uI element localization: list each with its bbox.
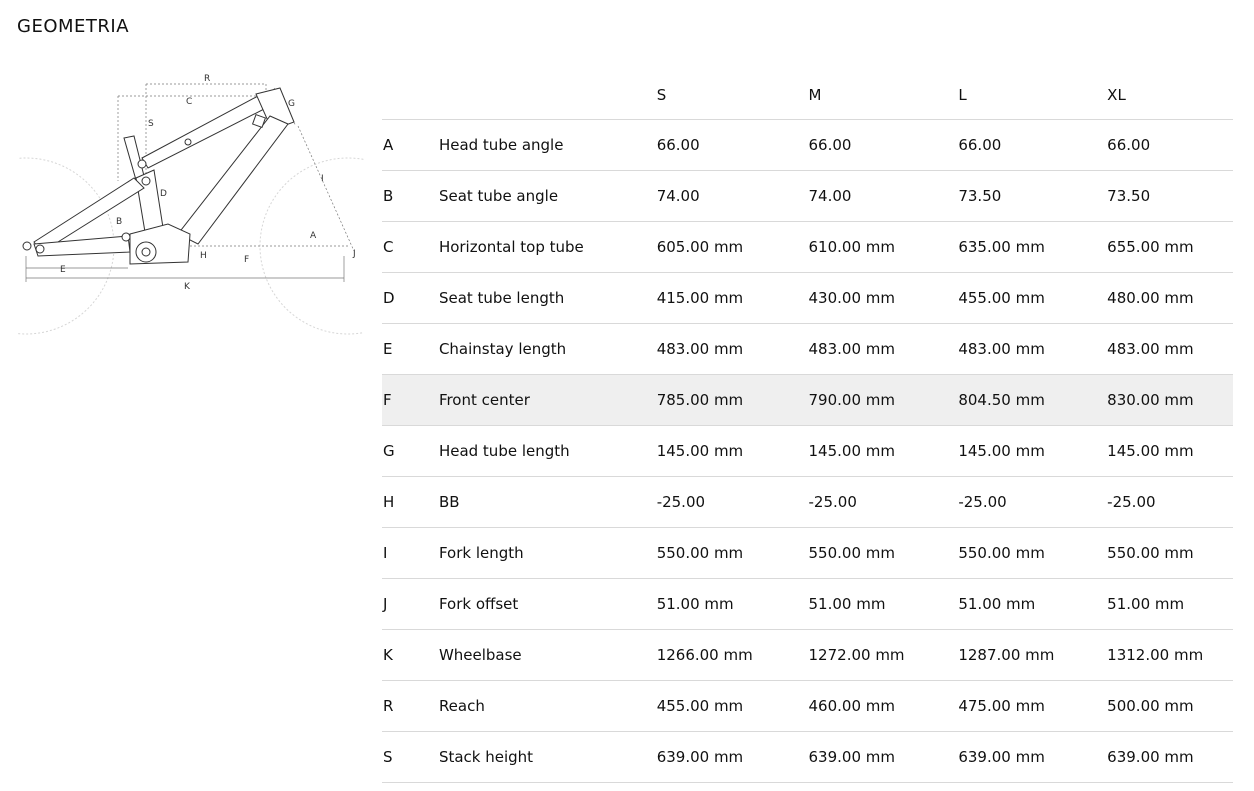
table-row	[382, 630, 1233, 681]
table-row	[382, 477, 1233, 528]
diagram-label-i: I	[321, 174, 324, 184]
row-name: Seat tube length	[438, 289, 565, 307]
column-header-l: L	[958, 85, 967, 104]
row-letter: R	[383, 697, 394, 715]
diagram-label-c: C	[186, 97, 193, 107]
value-cell-l: 73.50	[958, 187, 1002, 205]
value-cell-l: 51.00 mm	[958, 595, 1036, 613]
value-cell-l: 66.00	[958, 136, 1002, 154]
row-letter: D	[383, 289, 395, 307]
value-cell-xl: 66.00	[1107, 136, 1151, 154]
row-name: BB	[438, 493, 460, 511]
value-cell-xl: 500.00 mm	[1107, 697, 1194, 715]
diagram-label-j: J	[353, 249, 356, 259]
value-cell-xl: 73.50	[1107, 187, 1151, 205]
value-cell-m: 145.00 mm	[808, 442, 895, 460]
diagram-label-k: K	[184, 282, 190, 292]
table-row	[382, 375, 1233, 426]
value-cell-xl: 639.00 mm	[1107, 748, 1194, 766]
value-cell-l: 455.00 mm	[958, 289, 1045, 307]
value-cell-s: 455.00 mm	[656, 697, 744, 715]
value-cell-m: 483.00 mm	[808, 340, 895, 358]
table-header-row	[382, 70, 1233, 120]
row-letter: C	[383, 238, 394, 256]
table-row	[382, 171, 1233, 222]
row-letter: G	[383, 442, 395, 460]
value-cell-xl: 655.00 mm	[1107, 238, 1194, 256]
value-cell-l: 550.00 mm	[958, 544, 1045, 562]
value-cell-m: 639.00 mm	[808, 748, 895, 766]
column-header-xl: XL	[1107, 85, 1126, 104]
value-cell-xl: 550.00 mm	[1107, 544, 1194, 562]
row-name: Front center	[438, 391, 530, 409]
row-name: Head tube angle	[438, 136, 564, 154]
value-cell-s: 639.00 mm	[656, 748, 744, 766]
value-cell-m: 550.00 mm	[808, 544, 895, 562]
diagram-label-a: A	[310, 231, 317, 241]
value-cell-s: 550.00 mm	[656, 544, 744, 562]
diagram-label-s: S	[148, 119, 154, 129]
value-cell-xl: 483.00 mm	[1107, 340, 1194, 358]
value-cell-m: -25.00	[808, 493, 857, 511]
diagram-label-e: E	[60, 265, 66, 275]
table-row	[382, 273, 1233, 324]
value-cell-l: 639.00 mm	[958, 748, 1045, 766]
geometry-table	[382, 70, 1233, 783]
value-cell-xl: 830.00 mm	[1107, 391, 1194, 409]
diagram-label-d: D	[160, 189, 167, 199]
table-row	[382, 120, 1233, 171]
column-header-m: M	[808, 85, 822, 104]
value-cell-s: 605.00 mm	[656, 238, 744, 256]
row-letter: I	[383, 544, 388, 562]
value-cell-s: 1266.00 mm	[656, 646, 753, 664]
table-row	[382, 528, 1233, 579]
value-cell-l: 483.00 mm	[958, 340, 1045, 358]
value-cell-m: 1272.00 mm	[808, 646, 905, 664]
diagram-label-h: H	[200, 251, 207, 261]
value-cell-l: 1287.00 mm	[958, 646, 1055, 664]
row-name: Fork length	[438, 544, 524, 562]
row-name: Head tube length	[438, 442, 570, 460]
row-letter: A	[383, 136, 394, 154]
diagram-label-f: F	[244, 255, 250, 265]
value-cell-xl: 145.00 mm	[1107, 442, 1194, 460]
diagram-label-b: B	[116, 217, 123, 227]
value-cell-m: 66.00	[808, 136, 852, 154]
row-name: Fork offset	[438, 595, 519, 613]
row-name: Horizontal top tube	[438, 238, 584, 256]
value-cell-xl: -25.00	[1107, 493, 1156, 511]
row-name: Chainstay length	[438, 340, 567, 358]
row-letter: S	[383, 748, 393, 766]
table-row	[382, 426, 1233, 477]
row-name: Reach	[438, 697, 485, 715]
value-cell-l: 804.50 mm	[958, 391, 1045, 409]
value-cell-xl: 1312.00 mm	[1107, 646, 1204, 664]
table-body	[382, 120, 1233, 783]
row-letter: E	[383, 340, 393, 358]
row-name: Stack height	[438, 748, 534, 766]
value-cell-m: 74.00	[808, 187, 852, 205]
value-cell-s: -25.00	[656, 493, 706, 511]
diagram-label-g: G	[288, 99, 295, 109]
diagram-label-r: R	[204, 74, 211, 84]
row-name: Seat tube angle	[438, 187, 559, 205]
value-cell-m: 790.00 mm	[808, 391, 895, 409]
row-letter: K	[383, 646, 393, 664]
table-row	[382, 681, 1233, 732]
value-cell-m: 51.00 mm	[808, 595, 886, 613]
page-title: GEOMETRIA	[17, 16, 130, 37]
value-cell-s: 483.00 mm	[656, 340, 744, 358]
value-cell-l: 475.00 mm	[958, 697, 1045, 715]
value-cell-s: 785.00 mm	[656, 391, 744, 409]
table-row	[382, 324, 1233, 375]
table-row	[382, 579, 1233, 630]
row-letter: H	[383, 493, 395, 511]
value-cell-s: 51.00 mm	[656, 595, 734, 613]
table-row	[382, 732, 1233, 783]
value-cell-m: 610.00 mm	[808, 238, 895, 256]
value-cell-s: 415.00 mm	[656, 289, 744, 307]
value-cell-xl: 480.00 mm	[1107, 289, 1194, 307]
row-name: Wheelbase	[438, 646, 522, 664]
value-cell-s: 145.00 mm	[656, 442, 744, 460]
value-cell-s: 66.00	[656, 136, 700, 154]
table-row	[382, 222, 1233, 273]
row-letter: B	[383, 187, 394, 205]
row-letter: F	[383, 391, 392, 409]
row-letter: J	[383, 595, 388, 613]
value-cell-s: 74.00	[656, 187, 700, 205]
column-header-s: S	[656, 85, 667, 104]
value-cell-l: 145.00 mm	[958, 442, 1045, 460]
value-cell-m: 460.00 mm	[808, 697, 895, 715]
value-cell-xl: 51.00 mm	[1107, 595, 1185, 613]
bike-geometry-diagram	[18, 66, 364, 342]
value-cell-l: 635.00 mm	[958, 238, 1045, 256]
value-cell-m: 430.00 mm	[808, 289, 895, 307]
value-cell-l: -25.00	[958, 493, 1007, 511]
